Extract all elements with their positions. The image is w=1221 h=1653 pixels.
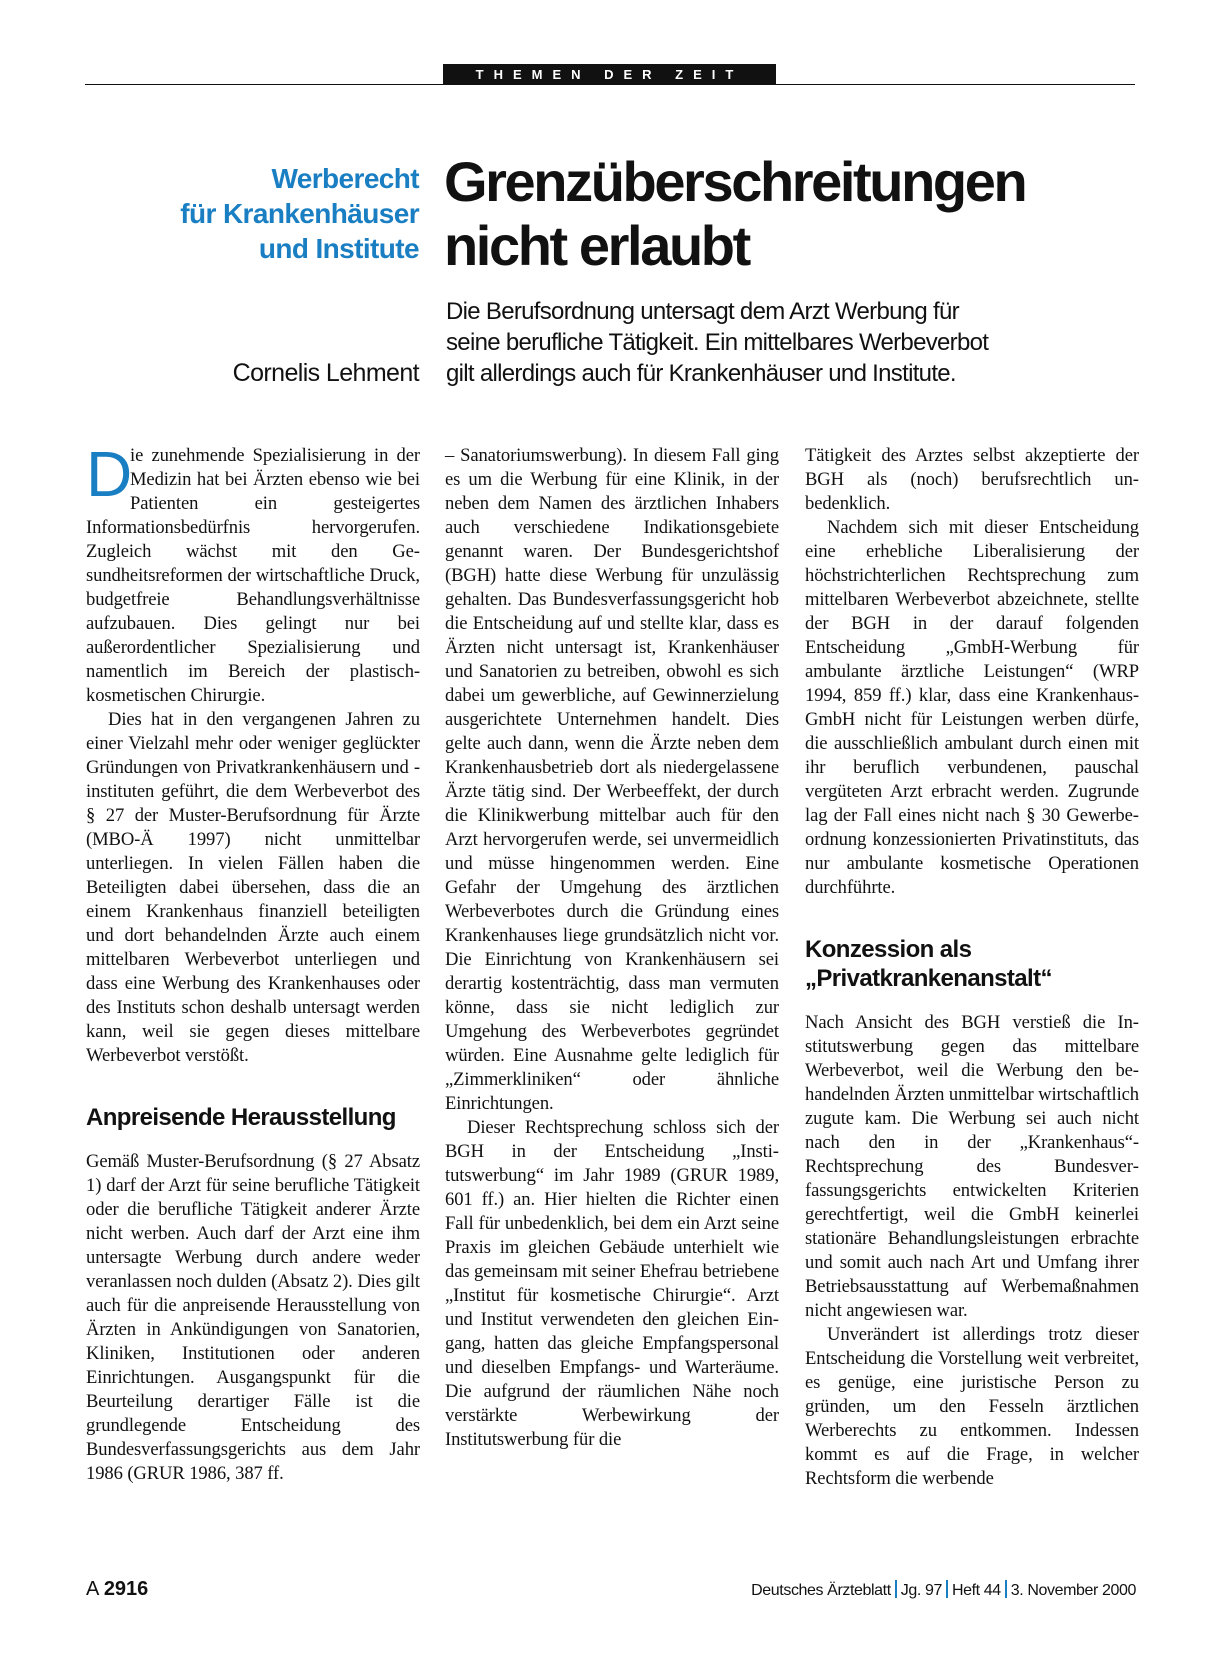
journal-date: 3. November 2000 bbox=[1010, 1582, 1136, 1599]
paragraph: Nachdem sich mit dieser Entscheidung eine erhebliche Liberalisierung der höchstrichterlichen Rechtsprechung zum mittelbaren Werbeverbot abzeichnete, stellte der BGH in der darauf folgenden Entscheidung „GmbH-Werbung für ambulante ärztliche Leistungen“ (WRP 1994, 859 ff.) klar, dass eine Krankenhaus-GmbH nicht für Leistungen werben dürfe, die ausschließlich ambulant durch einen mit ihr beruflich verbundenen, pauschal vergüteten Arzt erbracht werden. Zugrunde lag der Fall eines nicht nach § 30 Gewerbeordnung konzessionierten Privatinstituts, das nur ambulante kosmetische Operationen durchführte. bbox=[805, 517, 1139, 898]
journal-volume: Jg. 97 bbox=[900, 1582, 942, 1599]
subheading: Anpreisende Herausstellung bbox=[86, 1104, 396, 1131]
headline-line: Grenzüberschreitungen bbox=[444, 150, 1026, 213]
subheading-line: „Privatkrankenanstalt“ bbox=[805, 965, 1052, 992]
page-number bbox=[86, 1577, 148, 1601]
lead-line: seine berufliche Tätigkeit. Ein mittelbares Werbeverbot bbox=[446, 329, 989, 356]
journal-info bbox=[751, 1580, 1136, 1601]
journal-name: Deutsches Ärzteblatt bbox=[751, 1582, 891, 1599]
text-column-3 bbox=[805, 444, 1139, 1491]
subheading-line: Konzession als bbox=[805, 936, 972, 963]
page-prefix: A bbox=[86, 1578, 99, 1600]
subheading bbox=[805, 935, 1139, 993]
journal-issue: Heft 44 bbox=[951, 1582, 1001, 1599]
lead-line: gilt allerdings auch für Krankenhäuser und Institute. bbox=[446, 360, 956, 387]
page-number-value: 2916 bbox=[103, 1578, 149, 1600]
divider bbox=[895, 1580, 897, 1598]
header-rule bbox=[85, 84, 1135, 85]
divider bbox=[1005, 1580, 1007, 1598]
section-banner: THEMEN DER ZEIT bbox=[443, 64, 776, 85]
article-lead bbox=[446, 296, 1116, 389]
paragraph: Gemäß Muster-Berufsordnung (§ 27 Absatz 1) darf der Arzt für seine berufliche Tätigkeit oder die berufliche Tätigkeit anderer Ärzte nicht werben. Auch darf der Arzt eine ihm untersagte Werbung durch andere weder veranlassen noch dulden (Absatz 2). Dies gilt auch für die anpreisende Herausstellung von Ärzten in Ankündigungen von Sanatorien, Kliniken, Institutionen oder anderen Einrichtungen. Ausgangspunkt für die Beurteilung derartiger Fälle ist die grundlegende Entscheidung des Bundesverfassungsgerichts aus dem Jahr 1986 (GRUR 1986, 387 ff. bbox=[86, 1151, 420, 1484]
text-column-1 bbox=[86, 438, 420, 1486]
kicker-line: Werberecht bbox=[271, 163, 419, 194]
article-headline bbox=[444, 150, 1144, 278]
paragraph: Dies hat in den vergangenen Jahren zu einer Vielzahl mehr oder weniger geglückter Gründungen von Privatkrankenhäusern und -instituten geführt, die dem Werbeverbot des § 27 der Muster-Berufsordnung für Ärzte (MBO-Ä 1997) nicht unmittelbar unterliegen. In vielen Fällen haben die Beteiligten dabei übersehen, dass die an einem Krankenhaus finanziell beteiligten und dort behandelnden Ärzte auch einem mittelbaren Werbeverbot unterliegen und dass eine Werbung des Krankenhauses oder des Instituts schon deshalb untersagt werden kann, weil sie gegen dieses mittelbare Werbeverbot verstößt. bbox=[86, 709, 420, 1066]
divider bbox=[946, 1580, 948, 1598]
lead-line: Die Berufsordnung untersagt dem Arzt Werbung für bbox=[446, 298, 959, 325]
headline-line: nicht erlaubt bbox=[444, 214, 749, 277]
drop-cap: D bbox=[86, 438, 133, 510]
article-kicker bbox=[100, 161, 419, 266]
paragraph: – Sanatoriumswerbung). In diesem Fall ging es um die Werbung für eine Klinik, in der neben dem Namen des ärztlichen Inhabers auch verschiedene Indikationsgebiete genannt waren. Der Bundesgerichtshof (BGH) hatte diese Werbung für unzulässig gehalten. Das Bundesverfassungsgericht hob die Entscheidung auf und stellte klar, dass es Ärzten nicht untersagt ist, Krankenhäuser und Sanatorien zu betreiben, obwohl es sich dabei um gewerbliche, auf Gewinnerzielung ausgerichtete Unternehmen handelt. Dies gelte auch dann, wenn die Ärzte neben dem Krankenhausbetrieb dort als niedergelassene Ärzte tätig sind. Der Werbeeffekt, der durch die Klinikwerbung mittelbar auch für den Arzt hervorgerufen werde, sei unvermeidlich und müsse hingenommen werden. Eine Gefahr der Umgehung des ärztlichen Werbeverbotes durch die Gründung eines Krankenhauses liege grundsätzlich nicht vor. Die Einrichtung von Krankenhäusern sei derartig kostenträchtig, dass man vermuten könne, dass sie nicht lediglich zur Umgehung des Werbeverbotes gegründet würden. Eine Ausnahme gelte lediglich für „Zimmerkliniken“ oder ähnliche Einrichtungen. bbox=[445, 445, 779, 1114]
article-author: Cornelis Lehment bbox=[232, 359, 419, 387]
kicker-line: für Krankenhäuser bbox=[180, 198, 419, 229]
paragraph-text: ie zunehmende Spezialisierung in der Medizin hat bei Ärzten ebenso wie bei Patienten ein gesteigertes Informationsbedürfnis hervorgerufen. Zugleich wächst mit den Gesundheitsreformen der wirtschaftliche Druck, budgetfreie Behandlungsverhältnisse aufzubauen. Dies gelingt nur bei außerordentlicher Spezialisierung und namentlich im Bereich der plastisch-kosmetischen Chirurgie. bbox=[86, 445, 420, 706]
paragraph: Dieser Rechtsprechung schloss sich der BGH in der Entscheidung „Institutswerbung“ im Jahr 1989 (GRUR 1989, 601 ff.) an. Hier hielten die Richter einen Fall für unbedenklich, bei dem ein Arzt seine Praxis im gleichen Gebäude unterhielt wie das gemeinsam mit seiner Ehefrau betriebene „Institut für kosmetische Chirurgie“. Arzt und Institut verwendeten den gleichen Eingang, hatten das gleiche Empfangspersonal und dieselben Empfangs- und Warteräume. Die aufgrund der räumlichen Nähe noch verstärkte Werbewirkung der Institutswerbung für die bbox=[445, 1117, 779, 1450]
paragraph bbox=[86, 438, 420, 708]
paragraph: Nach Ansicht des BGH verstieß die Institutswerbung gegen das mittelbare Werbeverbot, weil die Werbung den behandelnden Ärzten unmittelbar wirtschaftlich zugute kam. Die Werbung sei auch nicht nach den in der „Krankenhaus“-Rechtsprechung des Bundesverfassungsgerichts entwickelten Kriterien gerechtfertigt, weil die GmbH keinerlei stationäre Behandlungsleistungen erbrachte und somit auch nach Art und Umfang ihrer Betriebsausstattung auf Werbemaßnahmen nicht angewiesen war. bbox=[805, 1012, 1139, 1321]
paragraph: Tätigkeit des Arztes selbst akzeptierte der BGH als (noch) berufsrechtlich unbedenklich. bbox=[805, 445, 1139, 514]
paragraph: Unverändert ist allerdings trotz dieser Entscheidung die Vorstellung weit verbreitet, es genüge, eine juristische Person zu gründen, um den Fesseln ärztlichen Werberechts zu entkommen. Indessen kommt es auf die Frage, in welcher Rechtsform die werbende bbox=[805, 1324, 1139, 1489]
text-column-2 bbox=[445, 444, 779, 1452]
kicker-line: und Institute bbox=[258, 233, 419, 264]
